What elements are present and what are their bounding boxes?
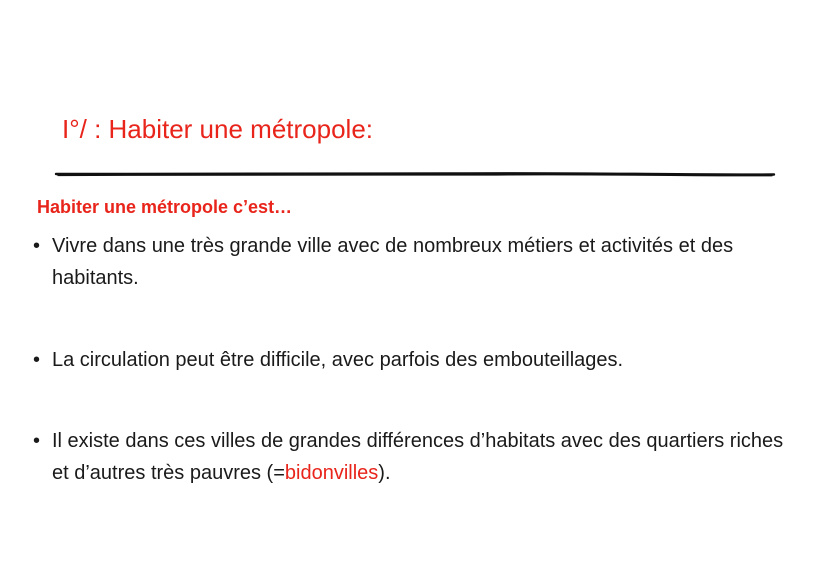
bullet-dot: •: [33, 349, 41, 371]
bullet-dot: •: [33, 235, 41, 257]
bullet-text-start: Il existe dans ces villes de grandes différences d’habitats avec des quartiers riches et d’autres très pauvres (=: [52, 430, 784, 484]
list-item: [33, 425, 793, 489]
slide-title: I°/ : Habiter une métropole:: [62, 114, 373, 144]
bullet-text: Vivre dans une très grande ville avec de nombreux métiers et activités et des habitants.: [52, 235, 734, 289]
bullet-dot: •: [33, 430, 41, 452]
list-item: [33, 230, 793, 294]
slide-subtitle: Habiter une métropole c’est…: [37, 197, 293, 217]
bullet-text-end: ).: [378, 462, 391, 484]
bullet-text: La circulation peut être difficile, avec parfois des embouteillages.: [52, 349, 624, 371]
highlight-bidonvilles: bidonvilles: [284, 462, 379, 484]
bullet-text: [52, 425, 793, 489]
title-underline: [54, 165, 776, 185]
list-item: [33, 344, 793, 376]
